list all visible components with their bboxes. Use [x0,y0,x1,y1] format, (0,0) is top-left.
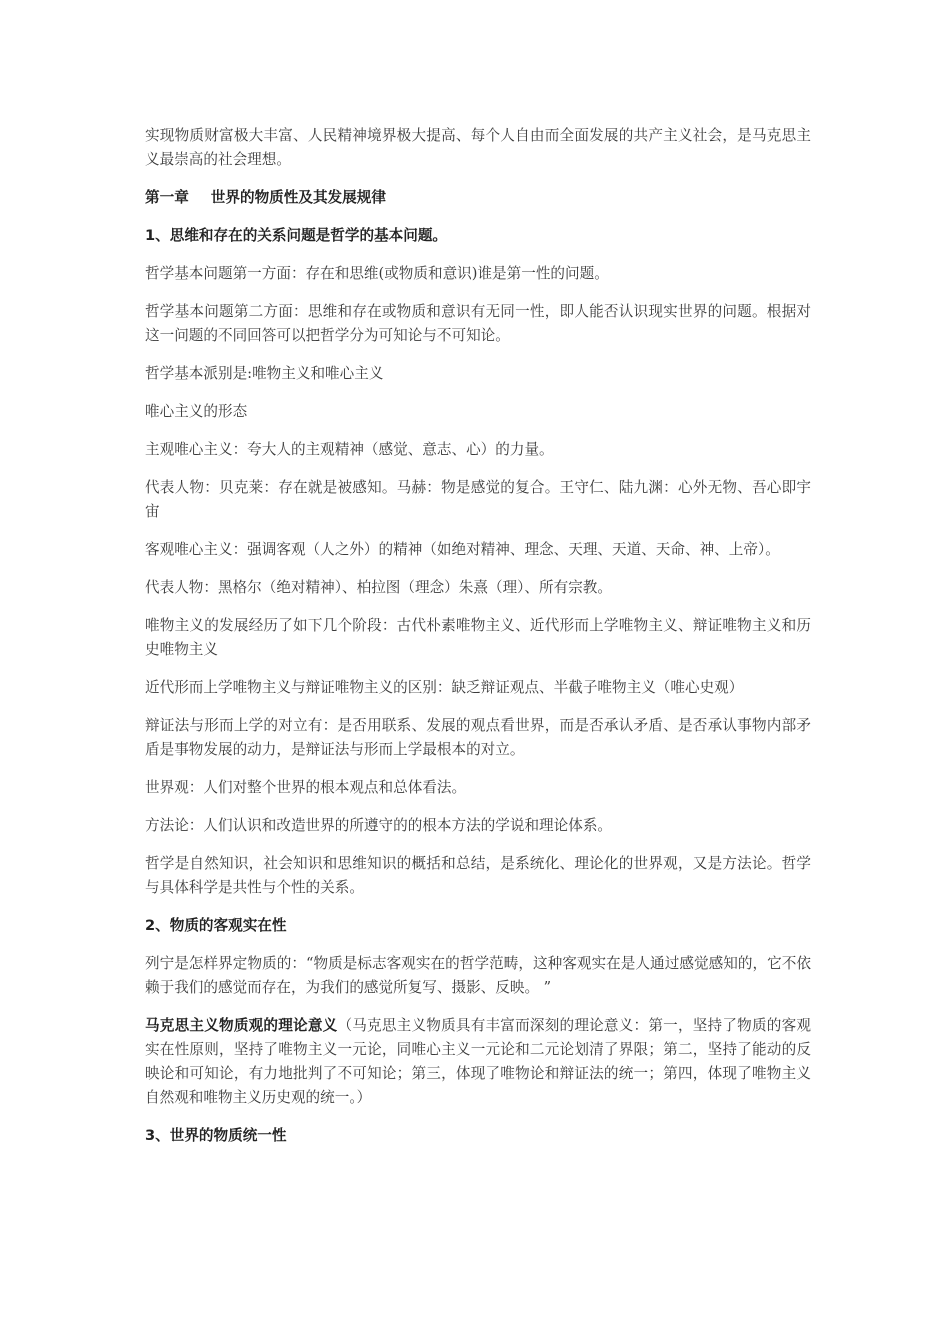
paragraph: 方法论：人们认识和改造世界的所遵守的的根本方法的学说和理论体系。 [145,817,613,834]
paragraph: 唯物主义的发展经历了如下几个阶段：古代朴素唯物主义、近代形而上学唯物主义、辩证唯物主义和历史唯物主义 [145,617,811,658]
paragraph: 世界观：人们对整个世界的根本观点和总体看法。 [145,779,467,796]
section-2-heading: 2、物质的客观实在性 [145,917,287,934]
paragraph: 主观唯心主义：夸大人的主观精神（感觉、意志、心）的力量。 [145,441,554,458]
paragraph: 辩证法与形而上学的对立有：是否用联系、发展的观点看世界，而是否承认矛盾、是否承认事物内部矛盾是事物发展的动力，是辩证法与形而上学最根本的对立。 [145,717,811,758]
paragraph: 客观唯心主义：强调客观（人之外）的精神（如绝对精神、理念、天理、天道、天命、神、上帝）。 [145,541,780,558]
chapter-title: 世界的物质性及其发展规律 [210,189,386,206]
chapter-number: 第一章 [145,189,189,206]
paragraph: 哲学是自然知识，社会知识和思维知识的概括和总结，是系统化、理论化的世界观，又是方法论。哲学与具体科学是共性与个性的关系。 [145,855,811,896]
section-1-heading: 1、思维和存在的关系问题是哲学的基本问题。 [145,227,448,244]
chapter-heading [145,186,811,210]
lenin-definition-paragraph: 列宁是怎样界定物质的：“物质是标志客观实在的哲学范畴，这种客观实在是人通过感觉感知的，它不依赖于我们的感觉而存在，为我们的感觉所复写、摄影、反映。 ” [145,955,811,996]
paragraph: 代表人物：黑格尔（绝对精神）、柏拉图（理念）朱熹（理）、所有宗教。 [145,579,612,596]
paragraph: 代表人物：贝克莱：存在就是被感知。马赫：物是感觉的复合。王守仁、陆九渊：心外无物、吾心即宇宙 [145,479,811,520]
significance-text: （马克思主义物质具有丰富而深刻的理论意义：第一，坚持了物质的客观实在性原则，坚持了唯物主义一元论，同唯心主义一元论和二元论划清了界限；第二，坚持了能动的反映论和可知论，有力地批判了不可知论；第三，体现了唯物论和辩证法的统一；第四，体现了唯物主义自然观和唯物主义历史观的统一。） [145,1017,811,1106]
paragraph: 唯心主义的形态 [145,403,248,420]
paragraph: 哲学基本问题第二方面：思维和存在或物质和意识有无同一性，即人能否认识现实世界的问题。根据对这一问题的不同回答可以把哲学分为可知论与不可知论。 [145,303,811,344]
significance-label: 马克思主义物质观的理论意义 [145,1017,338,1034]
paragraph: 哲学基本问题第一方面：存在和思维(或物质和意识)谁是第一性的问题。 [145,265,609,282]
paragraph: 哲学基本派别是:唯物主义和唯心主义 [145,365,384,382]
paragraph: 近代形而上学唯物主义与辩证唯物主义的区别：缺乏辩证观点、半截子唯物主义（唯心史观） [145,679,744,696]
intro-paragraph: 实现物质财富极大丰富、人民精神境界极大提高、每个人自由而全面发展的共产主义社会，是马克思主义最崇高的社会理想。 [145,127,811,168]
section-3-heading: 3、世界的物质统一性 [145,1127,287,1144]
significance-paragraph [145,1014,811,1110]
document-page [145,124,811,1162]
